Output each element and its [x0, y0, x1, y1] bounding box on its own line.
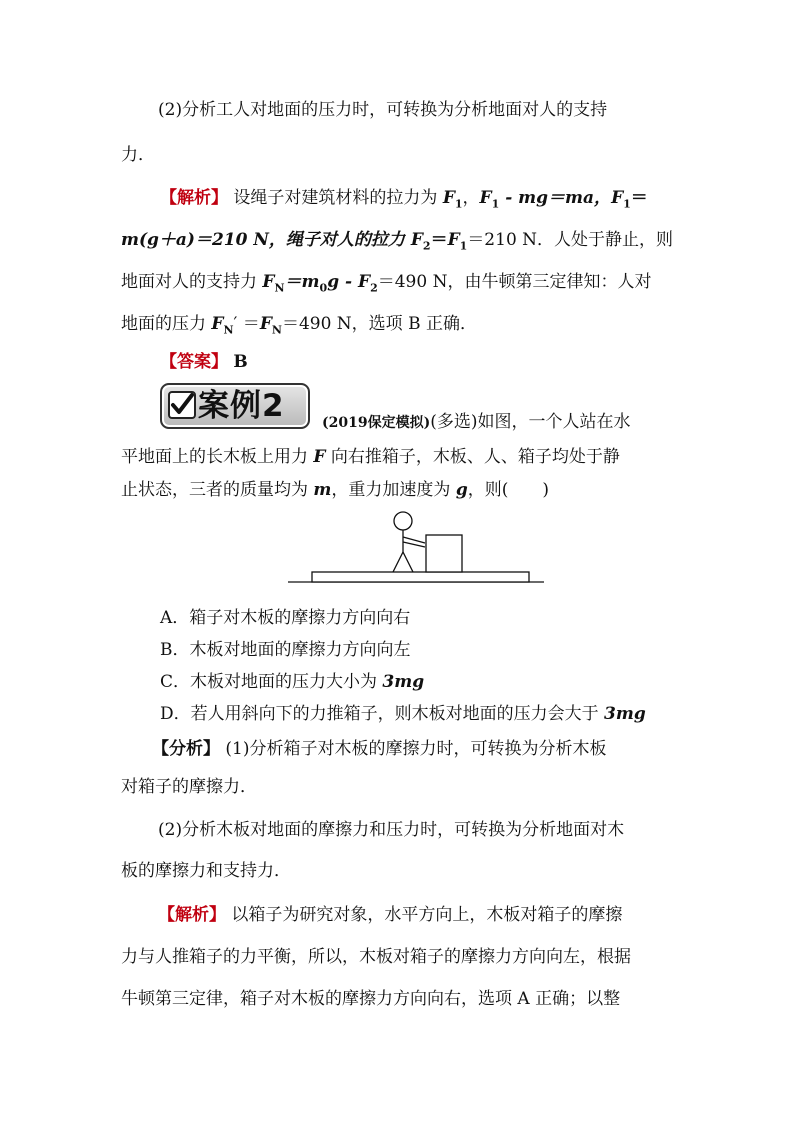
box — [426, 535, 462, 572]
option-a: A．箱子对木板的摩擦力方向向右 — [160, 608, 411, 628]
solution-2-line-2: 力与人推箱子的力平衡，所以，木板对箱子的摩擦力方向向左，根据 — [121, 947, 631, 967]
solution-2-line-1: 【解析】 以箱子为研究对象，水平方向上，木板对箱子的摩擦 — [158, 905, 623, 925]
analysis-line-2b: (2)分析木板对地面的摩擦力和压力时，可转换为分析地面对木 — [158, 820, 625, 840]
analysis-line-1-cont: 对箱子的摩擦力． — [121, 777, 257, 797]
answer-line — [160, 350, 720, 374]
analysis-tag: 【分析】 — [152, 739, 220, 759]
option-d: D．若人用斜向下的力推箱子，则木板对地面的压力会大于 3mg — [160, 704, 646, 724]
check-icon — [168, 391, 196, 419]
problem-figure — [285, 508, 547, 588]
board — [312, 572, 529, 582]
solution-1-line-2: m(g＋a)＝210 N，绳子对人的拉力 $F_2=F_1=210$ N．人处于静止，则 — [121, 230, 674, 253]
solution-2-line-3: 牛顿第三定律，箱子对木板的摩擦力方向向右，选项 A 正确；以整 — [121, 989, 621, 1009]
solution-1-line-3: 地面对人的支持力 $F_N=m_0g - F_2=490$ N，由牛顿第三定律知：人对 — [121, 272, 652, 295]
solution-tag: 【解析】 — [160, 188, 228, 208]
case-source: (2019保定模拟) — [322, 415, 431, 431]
option-b: B．木板对地面的摩擦力方向向左 — [160, 640, 411, 660]
case-line-3: 止状态，三者的质量均为 m，重力加速度为 g，则( ) — [121, 480, 549, 500]
analysis-line-2: (2)分析工人对地面的压力时，可转换为分析地面对人的支持 — [158, 100, 608, 120]
case-line-1: (2019保定模拟)(多选)如图，一个人站在水 — [322, 412, 631, 432]
case-line-2: 平地面上的长木板上用力 F 向右推箱子，木板、人、箱子均处于静 — [121, 447, 620, 467]
answer-value: B — [233, 352, 248, 372]
analysis-line-2-cont: 力． — [121, 145, 155, 165]
option-c: C．木板对地面的压力大小为 3mg — [160, 672, 425, 692]
solution-1-line-1: 【解析】 设绳子对建筑材料的拉力为 $F_1$，$F_1 - mg=ma$，$F_1=$ — [160, 188, 648, 211]
solution-1-line-4: 地面的压力 $F_N' =F_N=490$ N，选项 B 正确． — [121, 314, 477, 337]
solution-2-tag: 【解析】 — [158, 905, 226, 925]
analysis-line-1: 【分析】 (1)分析箱子对木板的摩擦力时，可转换为分析木板 — [152, 739, 607, 759]
case-badge — [160, 383, 310, 429]
case-label: 案例2 — [198, 388, 285, 424]
analysis-line-2b-cont: 板的摩擦力和支持力． — [121, 861, 291, 881]
person — [393, 512, 425, 572]
answer-tag: 【答案】 — [160, 352, 228, 372]
